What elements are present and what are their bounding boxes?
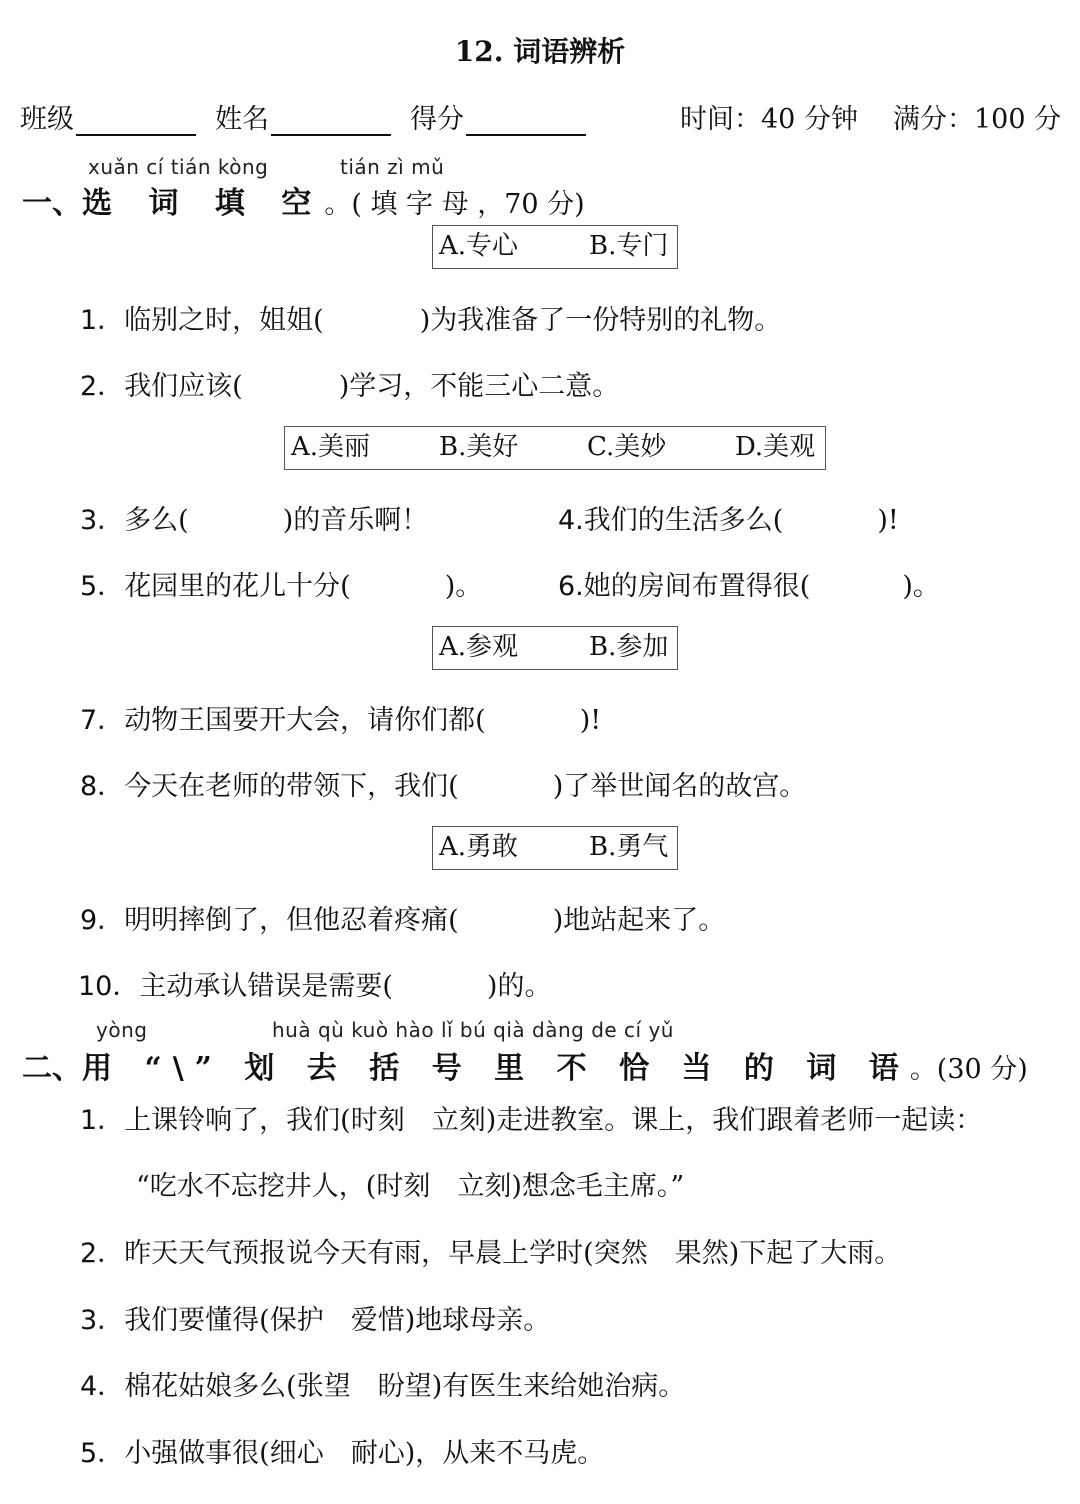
question-text: 我们的生活多么( — [583, 505, 784, 536]
question-text: 临别之时，姐姐( — [124, 305, 324, 336]
question-number: 1． — [80, 1105, 125, 1136]
option-box-1 — [432, 225, 678, 269]
s2-question-1 — [80, 1098, 982, 1137]
class-field — [20, 97, 196, 136]
s2-question-4 — [80, 1364, 685, 1403]
option-c: C.美妙 — [587, 432, 667, 462]
s2-question-1-cont — [136, 1164, 684, 1203]
option-b: B.参加 — [589, 632, 669, 662]
option-d: D.美观 — [735, 432, 816, 462]
question-number: 2． — [80, 1238, 125, 1269]
question-3 — [80, 498, 428, 537]
question-tail: )。 — [902, 571, 940, 602]
question-text: 主动承认错误是需要( — [139, 971, 393, 1002]
question-tail: )为我准备了一份特别的礼物。 — [419, 305, 782, 336]
question-7 — [80, 698, 601, 737]
section1-label: 一、 — [22, 186, 82, 221]
option-box-2 — [284, 426, 826, 470]
name-blank[interactable] — [271, 106, 391, 136]
score-blank[interactable] — [466, 106, 586, 136]
score-field — [410, 97, 586, 136]
question-text: 花园里的花儿十分( — [124, 571, 351, 602]
question-9 — [80, 898, 725, 937]
question-number: 7． — [80, 705, 125, 736]
name-field — [215, 97, 391, 136]
section2-note: 。(30 分) — [909, 1054, 1028, 1085]
page-title: 12. 词语辨析 — [454, 35, 626, 68]
question-tail: )! — [579, 705, 602, 736]
question-number: 5． — [80, 1438, 125, 1469]
question-5 — [80, 564, 482, 603]
question-number: 5． — [80, 571, 125, 602]
question-number: 4． — [80, 1371, 125, 1402]
question-tail: )的音乐啊！ — [282, 505, 429, 536]
s2-question-2 — [80, 1231, 901, 1270]
section1-note: 。( 填 字 母 ，70 分) — [324, 189, 585, 220]
option-b: B.勇气 — [589, 832, 669, 862]
question-text: “吃水不忘挖井人，(时刻 立刻)想念毛主席。” — [136, 1171, 685, 1202]
question-number: 3． — [80, 505, 125, 536]
question-8 — [80, 764, 806, 803]
section2-label: 二、 — [22, 1051, 82, 1086]
question-text: 棉花姑娘多么(张望 盼望)有医生来给她治病。 — [124, 1371, 686, 1402]
name-label: 姓名 — [215, 104, 269, 135]
question-text: 她的房间布置得很( — [583, 571, 811, 602]
section2-title: 用 “\” 划 去 括 号 里 不 恰 当 的 词 语 — [82, 1051, 910, 1086]
question-number: 4. — [558, 505, 584, 536]
section1-title: 选 词 填 空 — [82, 186, 325, 221]
question-text: 小强做事很(细心 耐心)，从来不马虎。 — [124, 1438, 605, 1469]
question-10 — [78, 964, 551, 1003]
question-number: 9． — [80, 905, 125, 936]
section2-pinyin-a: yòng — [96, 1018, 148, 1042]
option-box-3 — [432, 626, 678, 670]
class-blank[interactable] — [76, 106, 196, 136]
time-info: 时间：40 分钟 — [680, 104, 858, 135]
full-score-info: 满分：100 分 — [893, 104, 1062, 135]
class-label: 班级 — [20, 104, 74, 135]
s2-question-3 — [80, 1298, 550, 1337]
question-number: 1． — [80, 305, 125, 336]
option-b: B.专门 — [589, 231, 669, 261]
s2-question-5 — [80, 1431, 604, 1470]
option-a: A.专心 — [439, 231, 519, 261]
question-number: 2． — [80, 371, 125, 402]
question-text: 多么( — [124, 505, 189, 536]
question-text: 今天在老师的带领下，我们( — [124, 771, 459, 802]
section1-pinyin-b: tián zì mǔ — [340, 155, 445, 179]
question-number: 10． — [78, 971, 140, 1002]
option-b: B.美好 — [439, 432, 519, 462]
question-tail: )了举世闻名的故宫。 — [552, 771, 807, 802]
option-a: A.参观 — [439, 632, 519, 662]
question-text: 动物王国要开大会，请你们都( — [124, 705, 486, 736]
question-number: 3． — [80, 1305, 125, 1336]
question-tail: )的。 — [486, 971, 552, 1002]
question-4 — [558, 498, 899, 537]
question-number: 6. — [558, 571, 584, 602]
score-label: 得分 — [410, 104, 464, 135]
question-text: 我们应该( — [124, 371, 243, 402]
question-text: 上课铃响了，我们(时刻 立刻)走进教室。课上，我们跟着老师一起读： — [124, 1105, 983, 1136]
question-text: 我们要懂得(保护 爱惜)地球母亲。 — [124, 1305, 551, 1336]
question-text: 明明摔倒了，但他忍着疼痛( — [124, 905, 459, 936]
question-tail: )地站起来了。 — [552, 905, 726, 936]
section2-pinyin-b: huà qù kuò hào lǐ bú qià dàng de cí yǔ — [272, 1018, 674, 1042]
section2-heading — [22, 1043, 1028, 1087]
question-tail: )。 — [444, 571, 483, 602]
question-1 — [80, 298, 781, 337]
option-box-4 — [432, 826, 678, 870]
option-a: A.美丽 — [291, 432, 371, 462]
question-2 — [80, 364, 619, 403]
question-6 — [558, 564, 940, 603]
section1-pinyin-a: xuǎn cí tián kòng — [88, 155, 269, 179]
section1-heading — [22, 178, 585, 222]
question-tail: )学习，不能三心二意。 — [338, 371, 620, 402]
option-a: A.勇敢 — [439, 832, 519, 862]
question-text: 昨天天气预报说今天有雨，早晨上学时(突然 果然)下起了大雨。 — [124, 1238, 902, 1269]
question-number: 8． — [80, 771, 125, 802]
question-tail: )! — [877, 505, 899, 536]
